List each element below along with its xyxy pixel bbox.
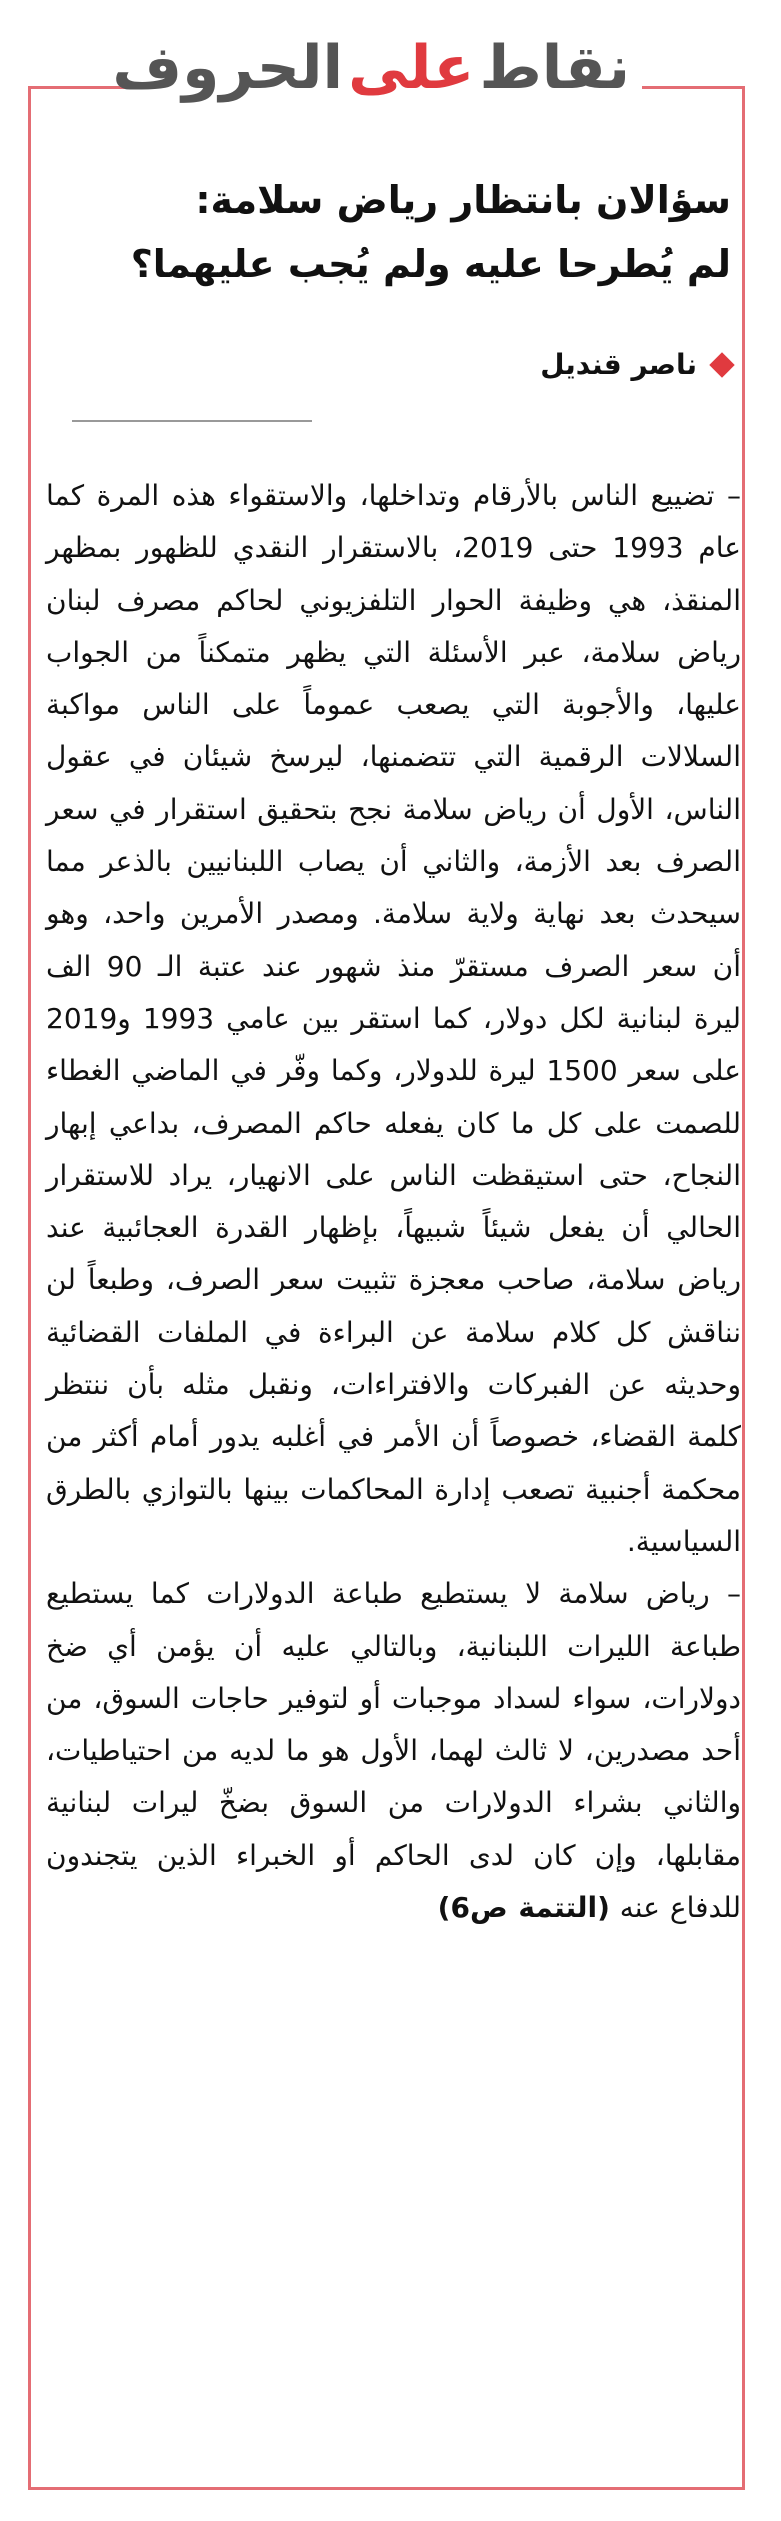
body-paragraph-2 <box>46 1568 741 1934</box>
masthead-word-2: على <box>348 33 475 103</box>
author-name: ناصر قنديل <box>540 348 697 381</box>
continuation-note: (التتمة ص6) <box>437 1891 610 1925</box>
headline-line-1: سؤالان بانتظار رياض سلامة: <box>195 178 731 222</box>
headline-line-2: لم يُطرحا عليه ولم يُجب عليهما؟ <box>130 242 731 286</box>
byline <box>540 348 731 381</box>
article-body <box>46 470 741 1934</box>
frame-top-right-rule <box>642 86 745 89</box>
body-paragraph-2-text: – رياض سلامة لا يستطيع طباعة الدولارات كما يستطيع طباعة الليرات اللبنانية، وبالتالي عليه أن يؤمن أي ضخ دولارات، سواء لسداد موجبات أو لتوفير حاجات السوق، من أحد مصدرين، لا ثالث لهما، الأول هو ما لديه من احتياطيات، والثاني بشراء الدولارات من السوق بضخّ ليرات لبنانية مقابلها، وإن كان لدى الحاكم أو الخبراء الذين يتجندون للدفاع عنه <box>46 1577 741 1925</box>
masthead-word-3: الحروف <box>112 33 344 103</box>
masthead-word-1: نقاط <box>479 33 630 103</box>
column-masthead <box>112 28 630 108</box>
article-headline <box>51 168 731 296</box>
byline-underline <box>72 420 312 422</box>
body-paragraph-1: – تضييع الناس بالأرقام وتداخلها، والاستقواء هذه المرة كما عام 1993 حتى 2019، بالاستقرار النقدي للظهور بمظهر المنقذ، هي وظيفة الحوار التلفزيوني لحاكم مصرف لبنان رياض سلامة، عبر الأسئلة التي يظهر متمكناً من الجواب عليها، والأجوبة التي يصعب عموماً على الناس مواكبة السلالات الرقمية التي تتضمنها، ليرسخ شيئان في عقول الناس، الأول أن رياض سلامة نجح بتحقيق استقرار في سعر الصرف بعد الأزمة، والثاني أن يصاب اللبنانيين بالذعر مما سيحدث بعد نهاية ولاية سلامة. ومصدر الأمرين واحد، وهو أن سعر الصرف مستقرّ منذ شهور عند عتبة الـ 90 الف ليرة لبنانية لكل دولار، كما استقر بين عامي 1993 و2019 على سعر 1500 ليرة للدولار، وكما وفّر في الماضي الغطاء للصمت على كل ما كان يفعله حاكم المصرف، بداعي إبهار النجاح، حتى استيقظت الناس على الانهيار، يراد للاستقرار الحالي أن يفعل شيئاً شبيهاً، بإظهار القدرة العجائبية عند رياض سلامة، صاحب معجزة تثبيت سعر الصرف، وطبعاً لن نناقش كل كلام سلامة عن البراءة في الملفات القضائية وحديثه عن الفبركات والافتراءات، ونقبل مثله بأن ننتظر كلمة القضاء، خصوصاً أن الأمر في أغلبه يدور أمام أكثر من محكمة أجنبية تصعب إدارة المحاكمات بينها بالتوازي بالطرق السياسية. <box>46 479 742 1558</box>
diamond-bullet-icon <box>709 352 734 377</box>
